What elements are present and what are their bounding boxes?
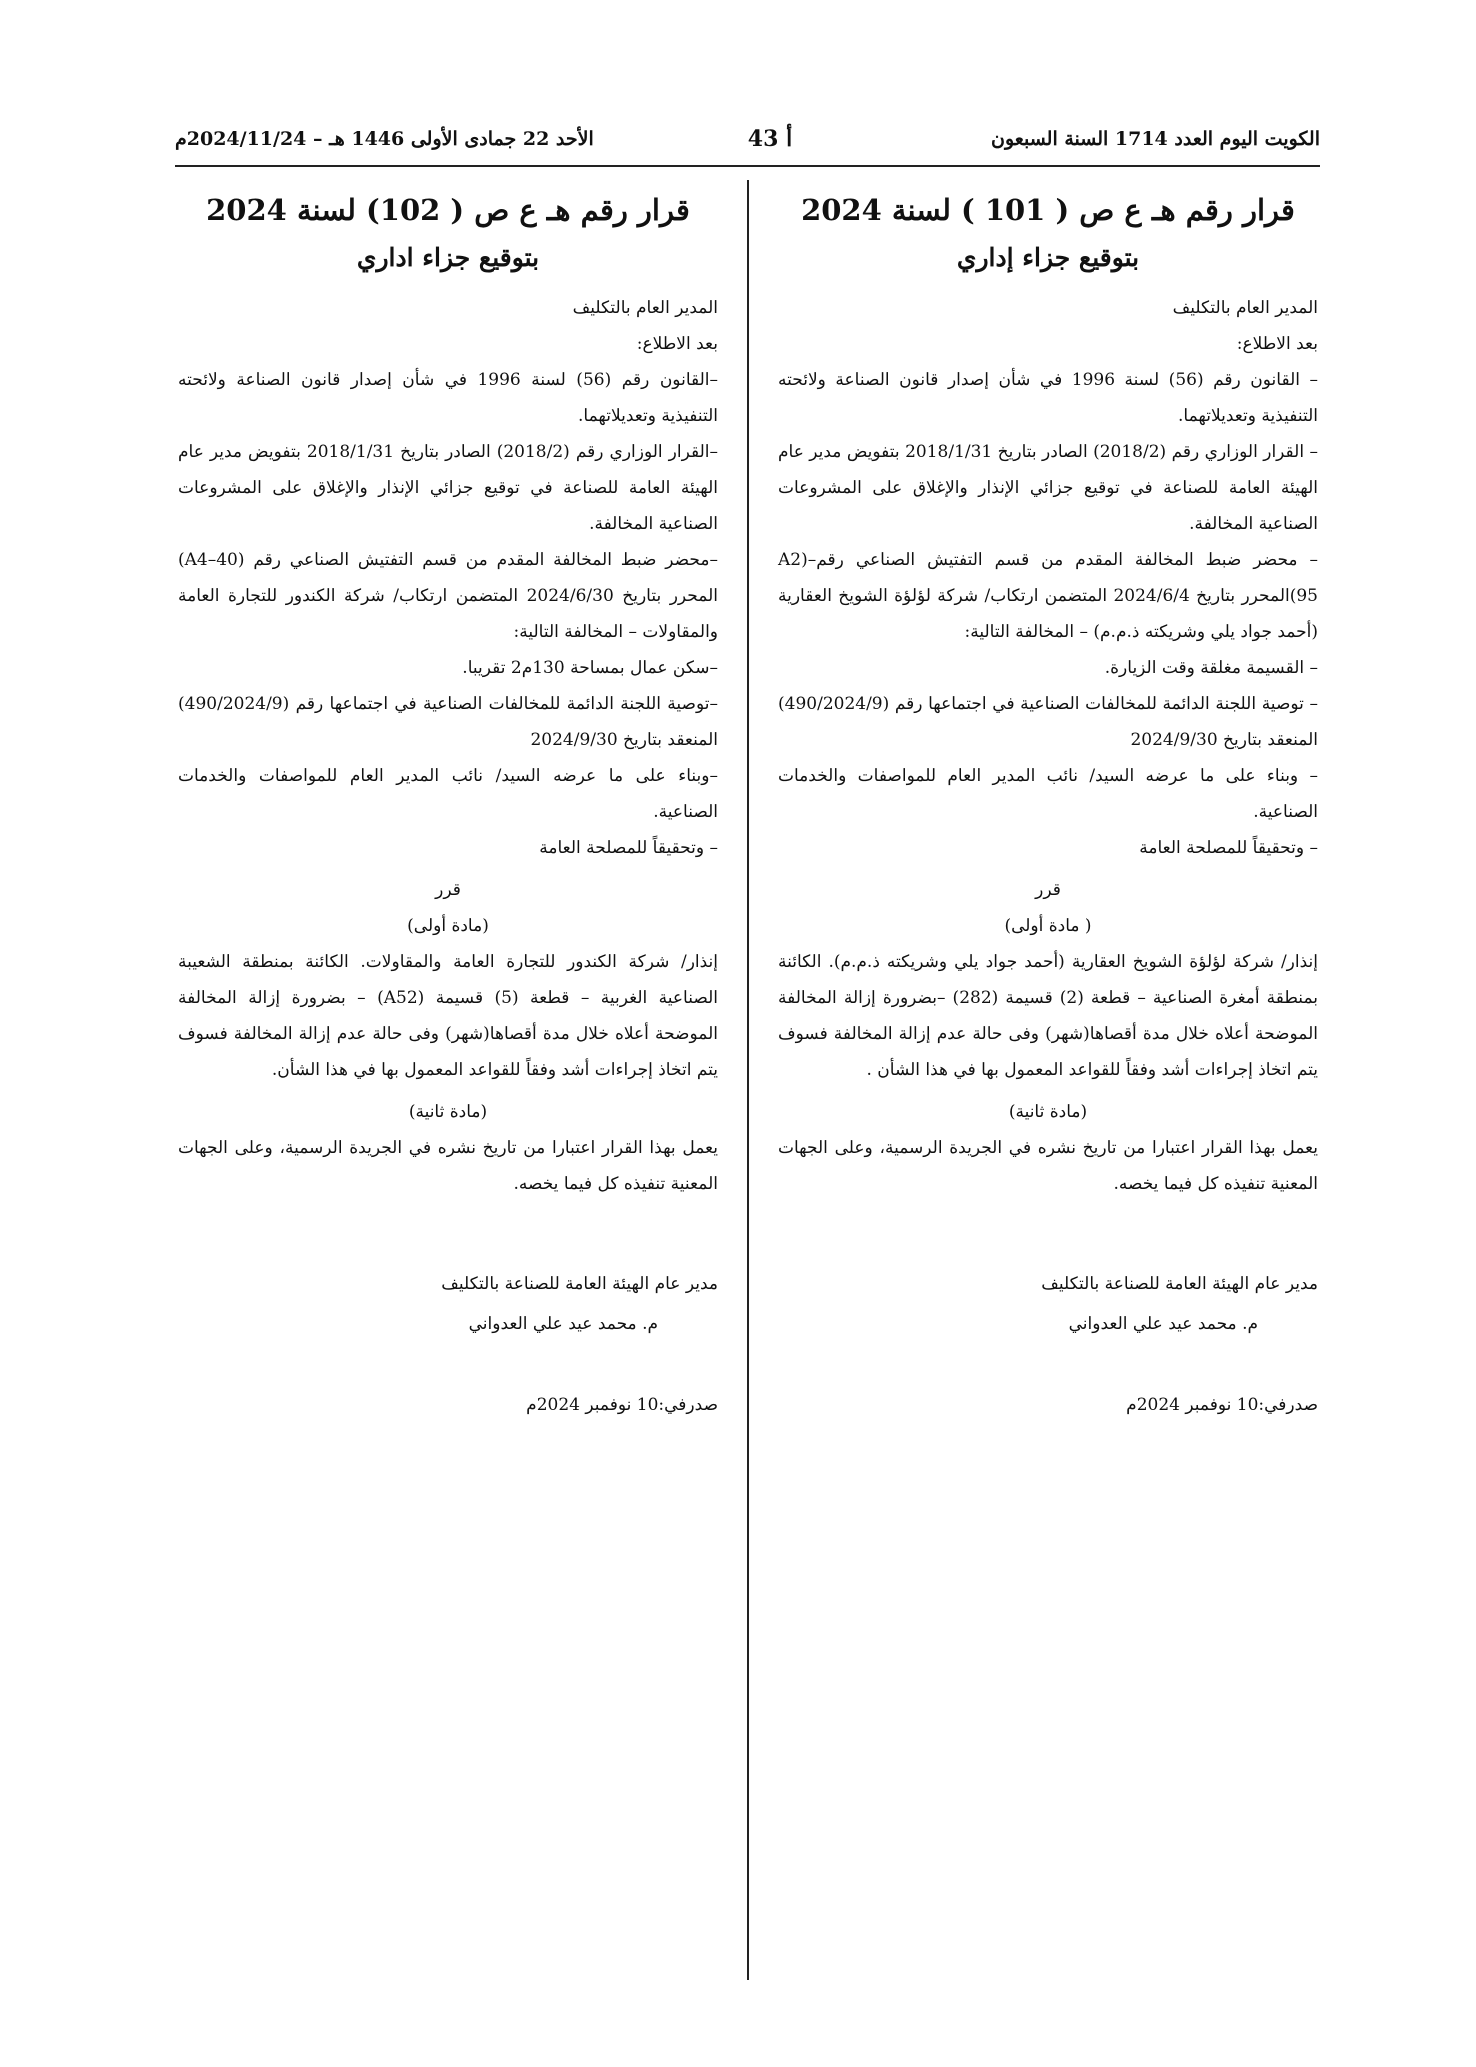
preamble-intro: بعد الاطلاع: xyxy=(636,334,718,354)
issuer-line: المدير العام بالتكليف xyxy=(572,298,718,318)
violation-description: –سكن عمال بمساحة 130م2 تقريبا. xyxy=(462,658,718,678)
decided-heading: قرر xyxy=(435,880,461,900)
decision-subtitle: بتوقيع جزاء اداري xyxy=(356,243,540,272)
preamble-law: –القانون رقم (56) لسنة 1996 في شأن إصدار قانون الصناعة ولائحته التنفيذية وتعديلاتهما. xyxy=(178,370,719,426)
article-1-text: إنذار/ شركة الكندور للتجارة العامة والمقاولات. الكائنة بمنطقة الشعيبة الصناعية الغربية – قطعة (5) قسيمة (A52) – بضرورة إزالة المخالفة الموضحة أعلاه خلال مدة أقصاها(شهر) وفى حالة عدم إزالة المخالفة فسوف يتم اتخاذ إجراءات أشد وفقاً للقواعد المعمول بها في هذا الشأن. xyxy=(178,952,719,1080)
signer-name: م. محمد عيد علي العدواني xyxy=(1068,1314,1258,1334)
header-date: الأحد 22 جمادى الأولى 1446 هـ – 2024/11/24م xyxy=(175,128,594,150)
article-2-text: يعمل بهذا القرار اعتبارا من تاريخ نشره في الجريدة الرسمية، وعلى الجهات المعنية تنفيذه كل فيما يخصه. xyxy=(178,1138,718,1194)
header-page-number: أ 43 xyxy=(747,126,793,152)
preamble-violation-report: –محضر ضبط المخالفة المقدم من قسم التفتيش الصناعي رقم (A4–40) المحرر بتاريخ 2024/6/30 المتضمن ارتكاب/ شركة الكندور للتجارة العامة والمقاولات – المخالفة التالية: xyxy=(178,550,718,642)
preamble-law: – القانون رقم (56) لسنة 1996 في شأن إصدار قانون الصناعة ولائحته التنفيذية وتعديلاتهما. xyxy=(778,370,1318,426)
preamble-public-interest: – وتحقيقاً للمصلحة العامة xyxy=(1139,838,1318,858)
article-2-text: يعمل بهذا القرار اعتبارا من تاريخ نشره في الجريدة الرسمية، وعلى الجهات المعنية تنفيذه كل فيما يخصه. xyxy=(778,1138,1318,1194)
preamble-public-interest: – وتحقيقاً للمصلحة العامة xyxy=(539,838,718,858)
article-2-heading: (مادة ثانية) xyxy=(1008,1102,1088,1122)
preamble-presentation: –وبناء على ما عرضه السيد/ نائب المدير العام للمواصفات والخدمات الصناعية. xyxy=(178,766,718,822)
violation-description: – القسيمة مغلقة وقت الزيارة. xyxy=(1104,658,1318,678)
decision-101-column xyxy=(778,180,1318,1420)
header-issue-info: الكويت اليوم العدد 1714 السنة السبعون xyxy=(991,128,1320,150)
article-2-heading: (مادة ثانية) xyxy=(408,1102,488,1122)
page-header xyxy=(175,122,1320,164)
decided-heading: قرر xyxy=(1035,880,1061,900)
decision-title: قرار رقم هـ ع ص ( 102) لسنة 2024 xyxy=(206,193,690,227)
preamble-intro: بعد الاطلاع: xyxy=(1236,334,1318,354)
issuer-line: المدير العام بالتكليف xyxy=(1172,298,1318,318)
preamble-ministerial-decision: –القرار الوزاري رقم (2018/2) الصادر بتاريخ 2018/1/31 بتفويض مدير عام الهيئة العامة للصناعة في توقيع جزائي الإنذار والإغلاق على المشروعات الصناعية المخالفة. xyxy=(178,442,718,534)
signer-name: م. محمد عيد علي العدواني xyxy=(468,1314,658,1334)
header-divider xyxy=(175,165,1320,167)
issue-date: صدرفي:10 نوفمبر 2024م xyxy=(526,1395,718,1415)
article-1-heading: ( مادة أولى) xyxy=(1004,916,1092,936)
preamble-violation-report: – محضر ضبط المخالفة المقدم من قسم التفتيش الصناعي رقم–A2) (95المحرر بتاريخ 2024/6/4 المتضمن ارتكاب/ شركة لؤلؤة الشويخ العقارية (أحمد جواد يلي وشريكته ذ.م.م) – المخالفة التالية: xyxy=(778,550,1318,642)
decision-subtitle: بتوقيع جزاء إداري xyxy=(956,243,1140,272)
decision-title: قرار رقم هـ ع ص ( 101 ) لسنة 2024 xyxy=(801,193,1295,227)
signer-title: مدير عام الهيئة العامة للصناعة بالتكليف xyxy=(1041,1274,1318,1294)
article-1-text: إنذار/ شركة لؤلؤة الشويخ العقارية (أحمد جواد يلي وشريكته ذ.م.م). الكائنة بمنطقة أمغرة الصناعية – قطعة (2) قسيمة (282) –بضرورة إزالة المخالفة الموضحة أعلاه خلال مدة أقصاها(شهر) وفى حالة عدم إزالة المخالفة فسوف يتم اتخاذ إجراءات أشد وفقاً للقواعد المعمول بها في هذا الشأن . xyxy=(778,952,1318,1080)
signer-title: مدير عام الهيئة العامة للصناعة بالتكليف xyxy=(441,1274,718,1294)
article-1-heading: (مادة أولى) xyxy=(407,916,489,936)
issue-date: صدرفي:10 نوفمبر 2024م xyxy=(1126,1395,1318,1415)
column-divider xyxy=(747,180,749,1980)
preamble-presentation: – وبناء على ما عرضه السيد/ نائب المدير العام للمواصفات والخدمات الصناعية. xyxy=(778,766,1318,822)
decision-102-column xyxy=(178,180,718,1420)
preamble-committee: – توصية اللجنة الدائمة للمخالفات الصناعية في اجتماعها رقم (490/2024/9) المنعقد بتاريخ 2024/9/30 xyxy=(778,694,1318,750)
preamble-committee: –توصية اللجنة الدائمة للمخالفات الصناعية في اجتماعها رقم (490/2024/9) المنعقد بتاريخ 2024/9/30 xyxy=(178,694,718,750)
preamble-ministerial-decision: – القرار الوزاري رقم (2018/2) الصادر بتاريخ 2018/1/31 بتفويض مدير عام الهيئة العامة للصناعة في توقيع جزائي الإنذار والإغلاق على المشروعات الصناعية المخالفة. xyxy=(778,442,1318,534)
